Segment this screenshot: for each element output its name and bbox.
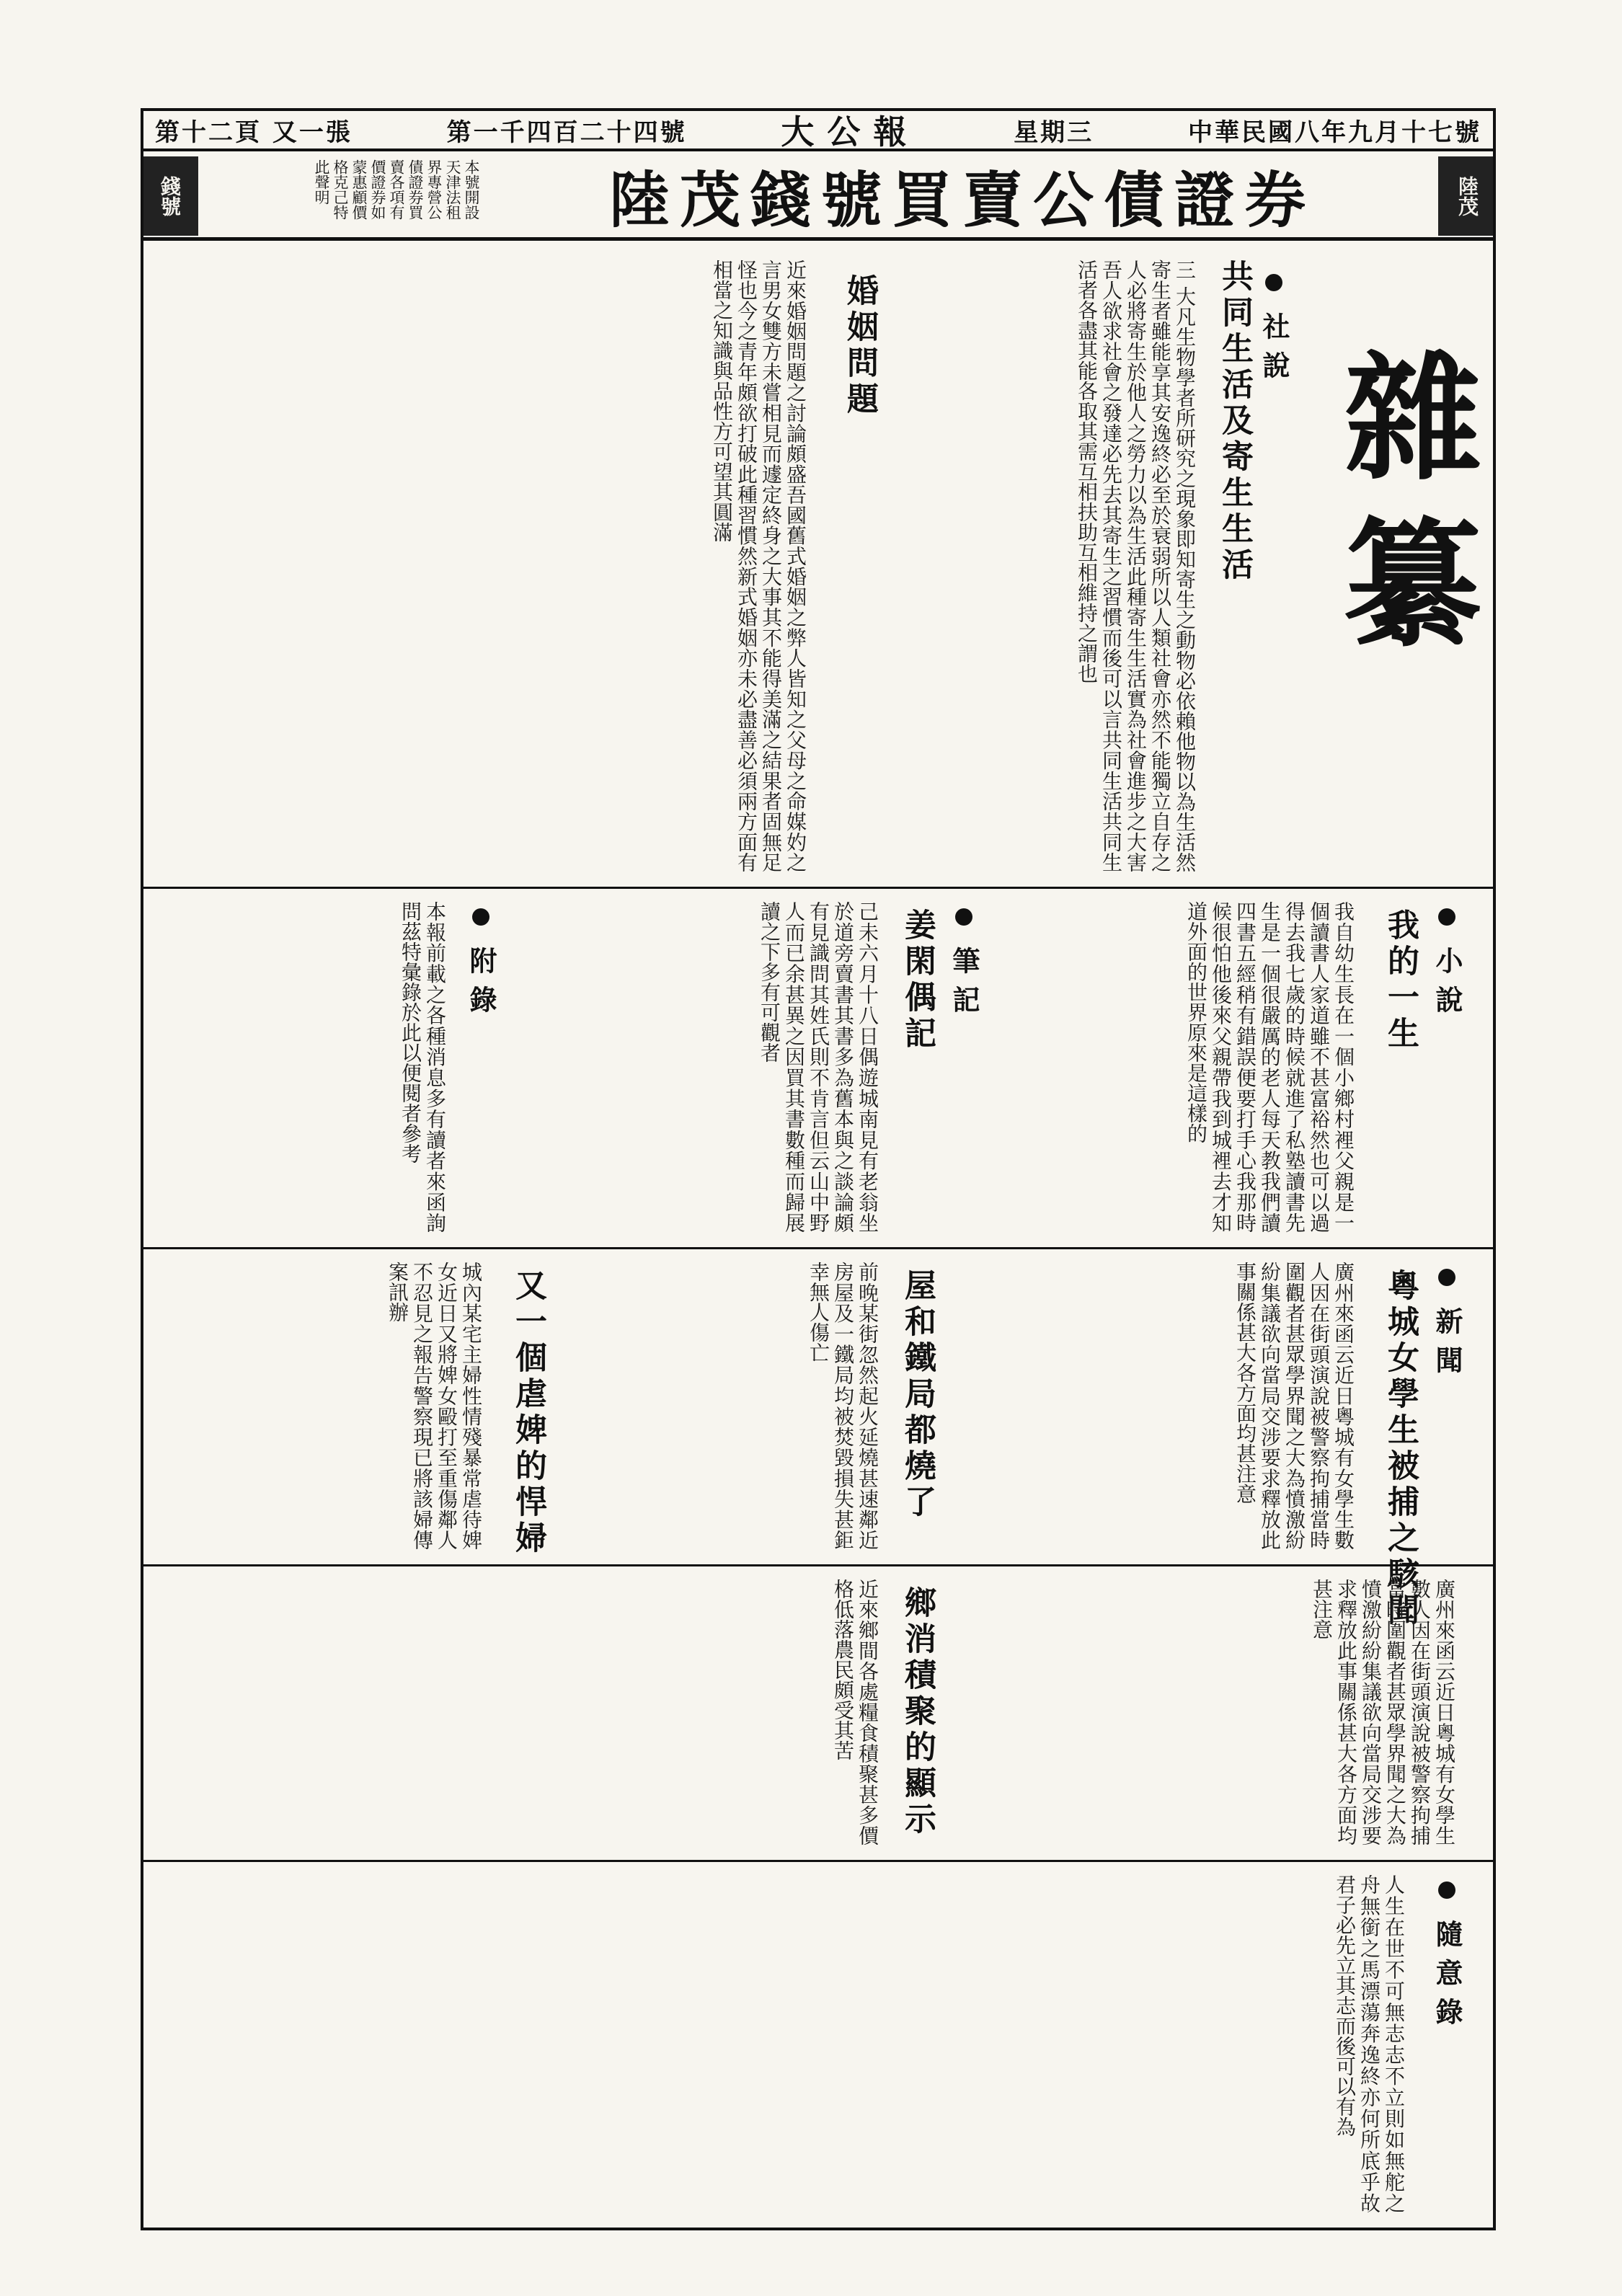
paper-name: 大公報 bbox=[781, 112, 920, 151]
bullet-icon bbox=[1265, 274, 1282, 291]
article-body-marriage: 近來婚姻問題之討論頗盛吾國舊式婚姻之弊人皆知之父母之命媒妁之言男女雙方未嘗相見而遽定終身之大事其不能得美滿之結果者固無足怪也今之青年頗欲打破此種習慣然新式婚姻亦未必盡善必須兩方面有相當之知識與品性方可望其圓滿 bbox=[710, 260, 807, 872]
divider-row-1 bbox=[141, 887, 1496, 889]
article-body-miscellany: 人生在世不可無志志不立則如無舵之舟無銜之馬漂蕩奔逸終亦何所底乎故君子必先立其志而後可以有為 bbox=[1333, 1874, 1406, 2213]
article-body-notes: 己未六月十八日偶遊城南見有老翁坐於道旁賣書其書多為舊本與之談論頗有見識問其姓氏則不肯言但云山中野人而已余甚異之因買其書數種而歸展讀之下多有可觀者 bbox=[758, 901, 879, 1233]
divider-row-4 bbox=[141, 1860, 1496, 1862]
article-headline-novel: 我的一生 bbox=[1382, 908, 1419, 1052]
article-body-continued: 廣州來函云近日粵城有女學生數人因在街頭演說被警察拘捕當時圍觀者甚眾學界聞之大為憤激紛紛集議欲向當局交涉要求釋放此事關係甚大各方面均甚注意 bbox=[1310, 1579, 1456, 1845]
article-body-village: 近來鄉間各處糧食積聚甚多價格低落農民頗受其苦 bbox=[831, 1579, 879, 1845]
article-label-editorial: 社說 bbox=[1254, 274, 1294, 390]
divider-row-2 bbox=[141, 1247, 1496, 1249]
advertisement-banner bbox=[141, 154, 1496, 241]
article-label-miscellany: 隨意錄 bbox=[1427, 1881, 1467, 2036]
left-border bbox=[141, 108, 143, 2230]
ad-seal-right: 陸茂 bbox=[1438, 156, 1496, 236]
article-headline-editorial: 共同生活及寄生生活 bbox=[1216, 260, 1253, 584]
article-label-marriage: 婚姻問題 bbox=[841, 274, 878, 418]
right-border bbox=[1493, 108, 1496, 2230]
bullet-icon bbox=[1438, 908, 1455, 926]
article-headline-news: 粵城女學生被捕之駭聞 bbox=[1382, 1269, 1419, 1629]
ad-title: 陸茂錢號買賣公債證券 bbox=[608, 164, 1316, 236]
divider-row-3 bbox=[141, 1564, 1496, 1566]
article-headline-village: 鄉消積聚的顯示 bbox=[899, 1586, 936, 1838]
bottom-rule bbox=[141, 2228, 1496, 2230]
ad-small-print: 本號開設天津法租界專營公債證券買賣各項有價證券如蒙惠顧價格克己特此聲明 bbox=[313, 159, 480, 220]
article-label-appendix: 附錄 bbox=[461, 908, 501, 1024]
bullet-icon bbox=[1438, 1269, 1455, 1286]
bullet-icon bbox=[1438, 1881, 1455, 1899]
ad-seal-left: 錢號 bbox=[141, 156, 198, 236]
bullet-icon bbox=[955, 908, 972, 926]
article-body-novel: 我自幼生長在一個小鄉村裡父親是一個讀書人家道雖不甚富裕然也可以過得去我七歲的時候就進了私塾讀書先生是一個很嚴厲的老人每天教我們讀四書五經稍有錯誤便要打手心我那時候很怕他後來父親帶我到城裡去才知道外面的世界原來是這樣的 bbox=[1184, 901, 1355, 1233]
article-headline-fire: 屋和鐵局都燒了 bbox=[899, 1269, 936, 1521]
article-body-abuse: 城內某宅主婦性情殘暴常虐待婢女近日又將婢女毆打至重傷鄰人不忍見之報告警察現已將該婦傳案訊辦 bbox=[386, 1262, 483, 1550]
article-headline-abuse: 又一個虐婢的悍婦 bbox=[510, 1269, 546, 1557]
article-body-appendix: 本報前載之各種消息多有讀者來函詢問茲特彙錄於此以便閱者參考 bbox=[399, 901, 447, 1233]
article-label-novel: 小說 bbox=[1427, 908, 1467, 1024]
article-body-news: 廣州來函云近日粵城有女學生數人因在街頭演說被警察拘捕當時圍觀者甚眾學界聞之大為憤激紛紛集議欲向當局交涉要求釋放此事關係甚大各方面均甚注意 bbox=[1233, 1262, 1355, 1550]
page-label: 第十二頁 又一張 bbox=[155, 118, 353, 147]
article-label-news: 新聞 bbox=[1427, 1269, 1467, 1385]
weekday: 星期三 bbox=[1014, 118, 1094, 147]
article-body-fire: 前晚某街忽然起火延燒甚速鄰近房屋及一鐵局均被焚毀損失甚鉅幸無人傷亡 bbox=[807, 1262, 879, 1550]
article-headline-notes: 姜閑偶記 bbox=[899, 908, 936, 1052]
bullet-icon bbox=[472, 908, 489, 926]
issue-number: 第一千四百二十四號 bbox=[446, 118, 687, 147]
article-label-notes: 筆記 bbox=[944, 908, 984, 1024]
publication-date: 中華民國八年九月十七號 bbox=[1187, 118, 1481, 147]
article-body-editorial: 三 大凡生物學者所研究之現象即知寄生之動物必依賴他物以為生活然寄生者雖能享其安逸終必至於衰弱所以人類社會亦然不能獨立自存之人必將寄生於他人之勞力以為生活此種寄生生活實為社會進步之大害吾人欲求社會之發達必先去其寄生之習慣而後可以言共同生活共同生活者各盡其能各取其需互相扶助互相維持之謂也 bbox=[1075, 260, 1197, 872]
section-title: 雜纂 bbox=[1321, 346, 1483, 678]
masthead bbox=[141, 108, 1496, 151]
